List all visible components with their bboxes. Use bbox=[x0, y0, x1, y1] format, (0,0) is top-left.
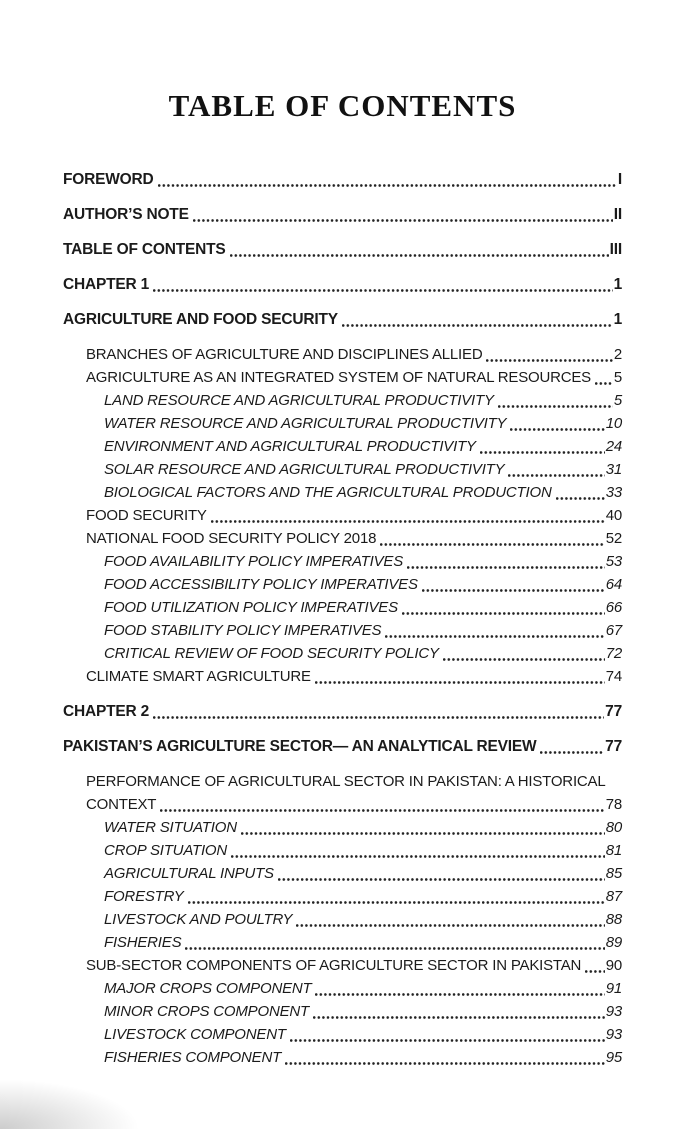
toc-dot-leader bbox=[480, 451, 605, 454]
toc-entry-label: BIOLOGICAL FACTORS AND THE AGRICULTURAL PRODUCTION bbox=[104, 484, 552, 501]
toc-dot-leader bbox=[290, 1039, 605, 1042]
toc-row bbox=[63, 1000, 622, 1023]
toc-page-number: 74 bbox=[605, 668, 622, 685]
toc-row bbox=[63, 816, 622, 839]
toc-entry-label: SUB-SECTOR COMPONENTS OF AGRICULTURE SECTOR IN PAKISTAN bbox=[86, 957, 582, 974]
toc-page-number: III bbox=[609, 241, 622, 258]
toc-page-number: 87 bbox=[605, 888, 622, 905]
toc-entry-label: FORESTRY bbox=[104, 888, 184, 905]
toc-dot-leader bbox=[407, 566, 605, 569]
toc-row bbox=[63, 1046, 622, 1069]
toc-dot-leader bbox=[402, 612, 605, 615]
toc-entry-label: FISHERIES COMPONENT bbox=[104, 1049, 282, 1066]
toc-dot-leader bbox=[153, 716, 604, 719]
toc-page-number: 89 bbox=[605, 934, 622, 951]
toc-entry-label: FOOD AVAILABILITY POLICY IMPERATIVES bbox=[104, 553, 404, 570]
toc-entry-label: AUTHOR’S NOTE bbox=[63, 206, 189, 223]
toc-page-number: 31 bbox=[605, 461, 622, 478]
toc-page-number: I bbox=[617, 171, 622, 188]
toc-dot-leader bbox=[278, 878, 605, 881]
toc-row bbox=[63, 238, 622, 261]
toc-entry-label: MAJOR CROPS COMPONENT bbox=[104, 980, 312, 997]
toc-entry-label: AGRICULTURE AND FOOD SECURITY bbox=[63, 311, 338, 328]
toc-dot-leader bbox=[211, 520, 605, 523]
toc-row bbox=[63, 435, 622, 458]
toc-entry-label: FOREWORD bbox=[63, 171, 154, 188]
toc-entry-label: PAKISTAN’S AGRICULTURE SECTOR— AN ANALYTICAL REVIEW bbox=[63, 738, 537, 755]
toc-entry-label: FOOD ACCESSIBILITY POLICY IMPERATIVES bbox=[104, 576, 418, 593]
toc-row bbox=[63, 504, 622, 527]
toc-row bbox=[63, 366, 622, 389]
toc-dot-leader bbox=[422, 589, 605, 592]
toc-page-number: 85 bbox=[605, 865, 622, 882]
toc-page-number: 5 bbox=[613, 392, 622, 409]
toc-dot-leader bbox=[443, 658, 605, 661]
toc-entry-label: NATIONAL FOOD SECURITY POLICY 2018 bbox=[86, 530, 377, 547]
toc-entry-label: CROP SITUATION bbox=[104, 842, 228, 859]
toc-entry-label: CONTEXT bbox=[86, 796, 157, 813]
toc-dot-leader bbox=[540, 751, 604, 754]
toc-dot-leader bbox=[230, 254, 609, 257]
toc-entry-label: BRANCHES OF AGRICULTURE AND DISCIPLINES ALLIED bbox=[86, 346, 483, 363]
toc-dot-leader bbox=[342, 324, 613, 327]
toc-dot-leader bbox=[508, 474, 604, 477]
toc-dot-leader bbox=[595, 382, 613, 385]
toc-row bbox=[63, 573, 622, 596]
toc-entry-label: LIVESTOCK AND POULTRY bbox=[104, 911, 293, 928]
toc-entry-label: LAND RESOURCE AND AGRICULTURAL PRODUCTIVITY bbox=[104, 392, 494, 409]
toc-entry-label: CRITICAL REVIEW OF FOOD SECURITY POLICY bbox=[104, 645, 439, 662]
toc-entry-label: PERFORMANCE OF AGRICULTURAL SECTOR IN PAKISTAN: A HISTORICAL bbox=[86, 773, 606, 790]
toc-page-number: 93 bbox=[605, 1003, 622, 1020]
toc-row bbox=[63, 596, 622, 619]
toc-dot-leader bbox=[585, 970, 605, 973]
toc-dot-leader bbox=[231, 855, 605, 858]
toc-dot-leader bbox=[241, 832, 605, 835]
toc-dot-leader bbox=[486, 359, 612, 362]
toc-entry-label: CHAPTER 1 bbox=[63, 276, 150, 293]
toc-page-number: II bbox=[613, 206, 622, 223]
toc-dot-leader bbox=[556, 497, 605, 500]
toc-dot-leader bbox=[313, 1016, 605, 1019]
toc-dot-leader bbox=[153, 289, 613, 292]
toc-page-number: 88 bbox=[605, 911, 622, 928]
toc-dot-leader bbox=[193, 219, 613, 222]
toc-row bbox=[63, 168, 622, 191]
toc-page-number: 78 bbox=[605, 796, 622, 813]
toc-page-number: 1 bbox=[613, 276, 622, 293]
toc-entry-label: FISHERIES bbox=[104, 934, 182, 951]
toc-page-number: 77 bbox=[605, 738, 622, 755]
toc-row bbox=[63, 308, 622, 331]
toc-page-number: 24 bbox=[605, 438, 622, 455]
toc-entry-label: CHAPTER 2 bbox=[63, 703, 150, 720]
page-title: TABLE OF CONTENTS bbox=[168, 88, 517, 123]
toc-dot-leader bbox=[498, 405, 613, 408]
toc-page-number: 10 bbox=[605, 415, 622, 432]
toc-dot-leader bbox=[185, 947, 604, 950]
toc-dot-leader bbox=[510, 428, 604, 431]
toc-row bbox=[63, 700, 622, 723]
toc-entry-label: FOOD STABILITY POLICY IMPERATIVES bbox=[104, 622, 382, 639]
toc-page-number: 33 bbox=[605, 484, 622, 501]
toc-dot-leader bbox=[188, 901, 605, 904]
toc-entry-label: ENVIRONMENT AND AGRICULTURAL PRODUCTIVITY bbox=[104, 438, 476, 455]
toc-page-number: 91 bbox=[605, 980, 622, 997]
toc-row bbox=[63, 908, 622, 931]
toc-entry-label: CLIMATE SMART AGRICULTURE bbox=[86, 668, 311, 685]
toc-entry-label: LIVESTOCK COMPONENT bbox=[104, 1026, 286, 1043]
toc-row bbox=[63, 862, 622, 885]
toc-row bbox=[63, 735, 622, 758]
toc-entry-label: TABLE OF CONTENTS bbox=[63, 241, 226, 258]
toc-row bbox=[63, 389, 622, 412]
toc-dot-leader bbox=[315, 993, 604, 996]
toc-row bbox=[63, 1023, 622, 1046]
toc-entry-label: WATER SITUATION bbox=[104, 819, 237, 836]
toc-dot-leader bbox=[380, 543, 604, 546]
toc-page-number: 1 bbox=[613, 311, 622, 328]
toc-row bbox=[63, 770, 622, 793]
toc-page-number: 52 bbox=[605, 530, 622, 547]
toc-row bbox=[63, 458, 622, 481]
toc-row bbox=[63, 619, 622, 642]
toc-row bbox=[63, 665, 622, 688]
toc-page-number: 2 bbox=[613, 346, 622, 363]
toc-dot-leader bbox=[385, 635, 604, 638]
toc-page-number: 40 bbox=[605, 507, 622, 524]
toc-page-number: 67 bbox=[605, 622, 622, 639]
toc-page-number: 81 bbox=[605, 842, 622, 859]
toc-row bbox=[63, 885, 622, 908]
toc-row bbox=[63, 412, 622, 435]
toc-dot-leader bbox=[158, 184, 617, 187]
toc-page-number: 80 bbox=[605, 819, 622, 836]
toc-row bbox=[63, 527, 622, 550]
toc-entry-label: SOLAR RESOURCE AND AGRICULTURAL PRODUCTIVITY bbox=[104, 461, 505, 478]
toc-entry-label: AGRICULTURE AS AN INTEGRATED SYSTEM OF NATURAL RESOURCES bbox=[86, 369, 591, 386]
toc-row bbox=[63, 550, 622, 573]
toc-row bbox=[63, 343, 622, 366]
toc-row bbox=[63, 203, 622, 226]
toc-page-number: 5 bbox=[613, 369, 622, 386]
toc-row bbox=[63, 839, 622, 862]
toc-row bbox=[63, 977, 622, 1000]
toc-dot-leader bbox=[296, 924, 604, 927]
toc-page-number: 95 bbox=[605, 1049, 622, 1066]
toc-entry-label: MINOR CROPS COMPONENT bbox=[104, 1003, 309, 1020]
toc-page-number: 72 bbox=[605, 645, 622, 662]
toc-row bbox=[63, 931, 622, 954]
toc-row bbox=[63, 793, 622, 816]
toc-row bbox=[63, 273, 622, 296]
toc-list bbox=[63, 168, 622, 1069]
toc-page-number: 53 bbox=[605, 553, 622, 570]
toc-entry-label: AGRICULTURAL INPUTS bbox=[104, 865, 274, 882]
toc-entry-label: FOOD UTILIZATION POLICY IMPERATIVES bbox=[104, 599, 398, 616]
toc-row bbox=[63, 954, 622, 977]
toc-entry-label: WATER RESOURCE AND AGRICULTURAL PRODUCTIVITY bbox=[104, 415, 507, 432]
toc-page-number: 93 bbox=[605, 1026, 622, 1043]
toc-dot-leader bbox=[160, 809, 604, 812]
toc-row bbox=[63, 642, 622, 665]
toc-dot-leader bbox=[285, 1062, 605, 1065]
toc-row bbox=[63, 481, 622, 504]
toc-page-number: 77 bbox=[605, 703, 622, 720]
toc-page-number: 64 bbox=[605, 576, 622, 593]
toc-entry-label: FOOD SECURITY bbox=[86, 507, 207, 524]
toc-page-number: 90 bbox=[605, 957, 622, 974]
toc-dot-leader bbox=[315, 681, 605, 684]
toc-page-number: 66 bbox=[605, 599, 622, 616]
